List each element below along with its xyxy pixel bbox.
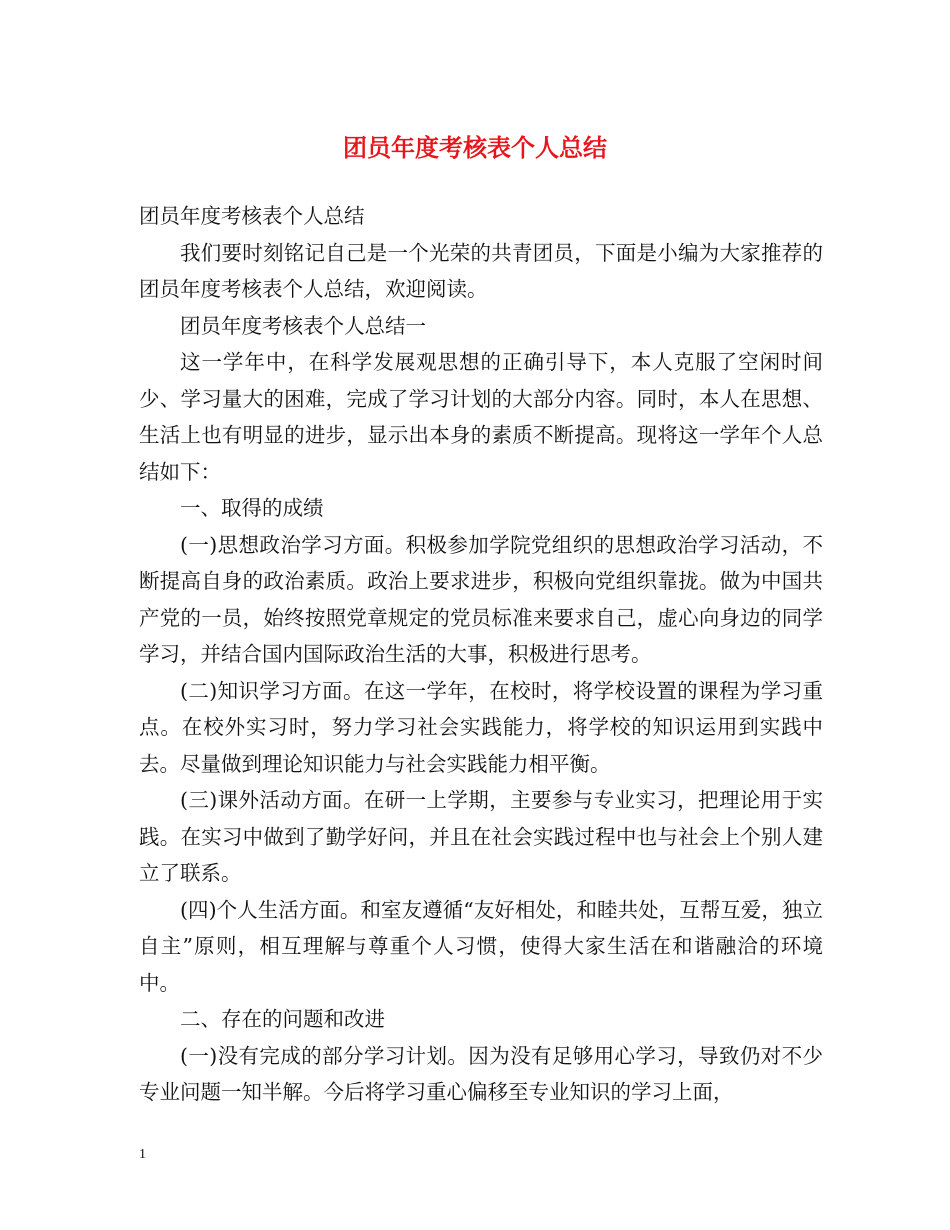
document-title: 团员年度考核表个人总结 bbox=[343, 133, 607, 162]
paragraph-heading: 团员年度考核表个人总结 bbox=[139, 204, 365, 228]
paragraph-extracurricular: (三)课外活动方面。在研一上学期，主要参与专业实习，把理论用于实践。在实习中做到了勤学好问，并且在社会实践过程中也与社会上个别人建立了联系。 bbox=[139, 788, 823, 885]
paragraph-knowledge-study: (二)知识学习方面。在这一学年，在校时，将学校设置的课程为学习重点。在校外实习时，努力学习社会实践能力，将学校的知识运用到实践中去。尽量做到理论知识能力与社会实践能力相平衡。 bbox=[139, 678, 823, 776]
paragraph-personal-life: (四)个人生活方面。和室友遵循“友好相处，和睦共处，互帮互爱，独立自主”原则，相互理解与尊重个人习惯，使得大家生活在和谐融洽的环境中。 bbox=[139, 897, 823, 995]
paragraph-section-title: 团员年度考核表个人总结一 bbox=[180, 313, 426, 338]
paragraph-intro: 我们要时刻铭记自己是一个光荣的共青团员，下面是小编为大家推荐的团员年度考核表个人总结，欢迎阅读。 bbox=[139, 240, 823, 301]
paragraph-unfinished-plan: (一)没有完成的部分学习计划。因为没有足够用心学习，导致仍对不少专业问题一知半解。今后将学习重心偏移至专业知识的学习上面， bbox=[139, 1043, 823, 1104]
page-number: 1 bbox=[139, 1147, 146, 1162]
document-body bbox=[139, 198, 823, 1111]
paragraph-problems-heading: 二、存在的问题和改进 bbox=[180, 1007, 385, 1031]
paragraph-overview: 这一学年中，在科学发展观思想的正确引导下，本人克服了空闲时间少、学习量大的困难，完成了学习计划的大部分内容。同时，本人在思想、生活上也有明显的进步，显示出本身的素质不断提高。现将这一学年个人总结如下： bbox=[139, 350, 823, 484]
paragraph-achievements-heading: 一、取得的成绩 bbox=[180, 496, 324, 520]
paragraph-political-study: (一)思想政治学习方面。积极参加学院党组织的思想政治学习活动，不断提高自身的政治素质。政治上要求进步，积极向党组织靠拢。做为中国共产党的一员，始终按照党章规定的党员标准来要求自己，虚心向身边的同学学习，并结合国内国际政治生活的大事，积极进行思考。 bbox=[139, 532, 823, 666]
